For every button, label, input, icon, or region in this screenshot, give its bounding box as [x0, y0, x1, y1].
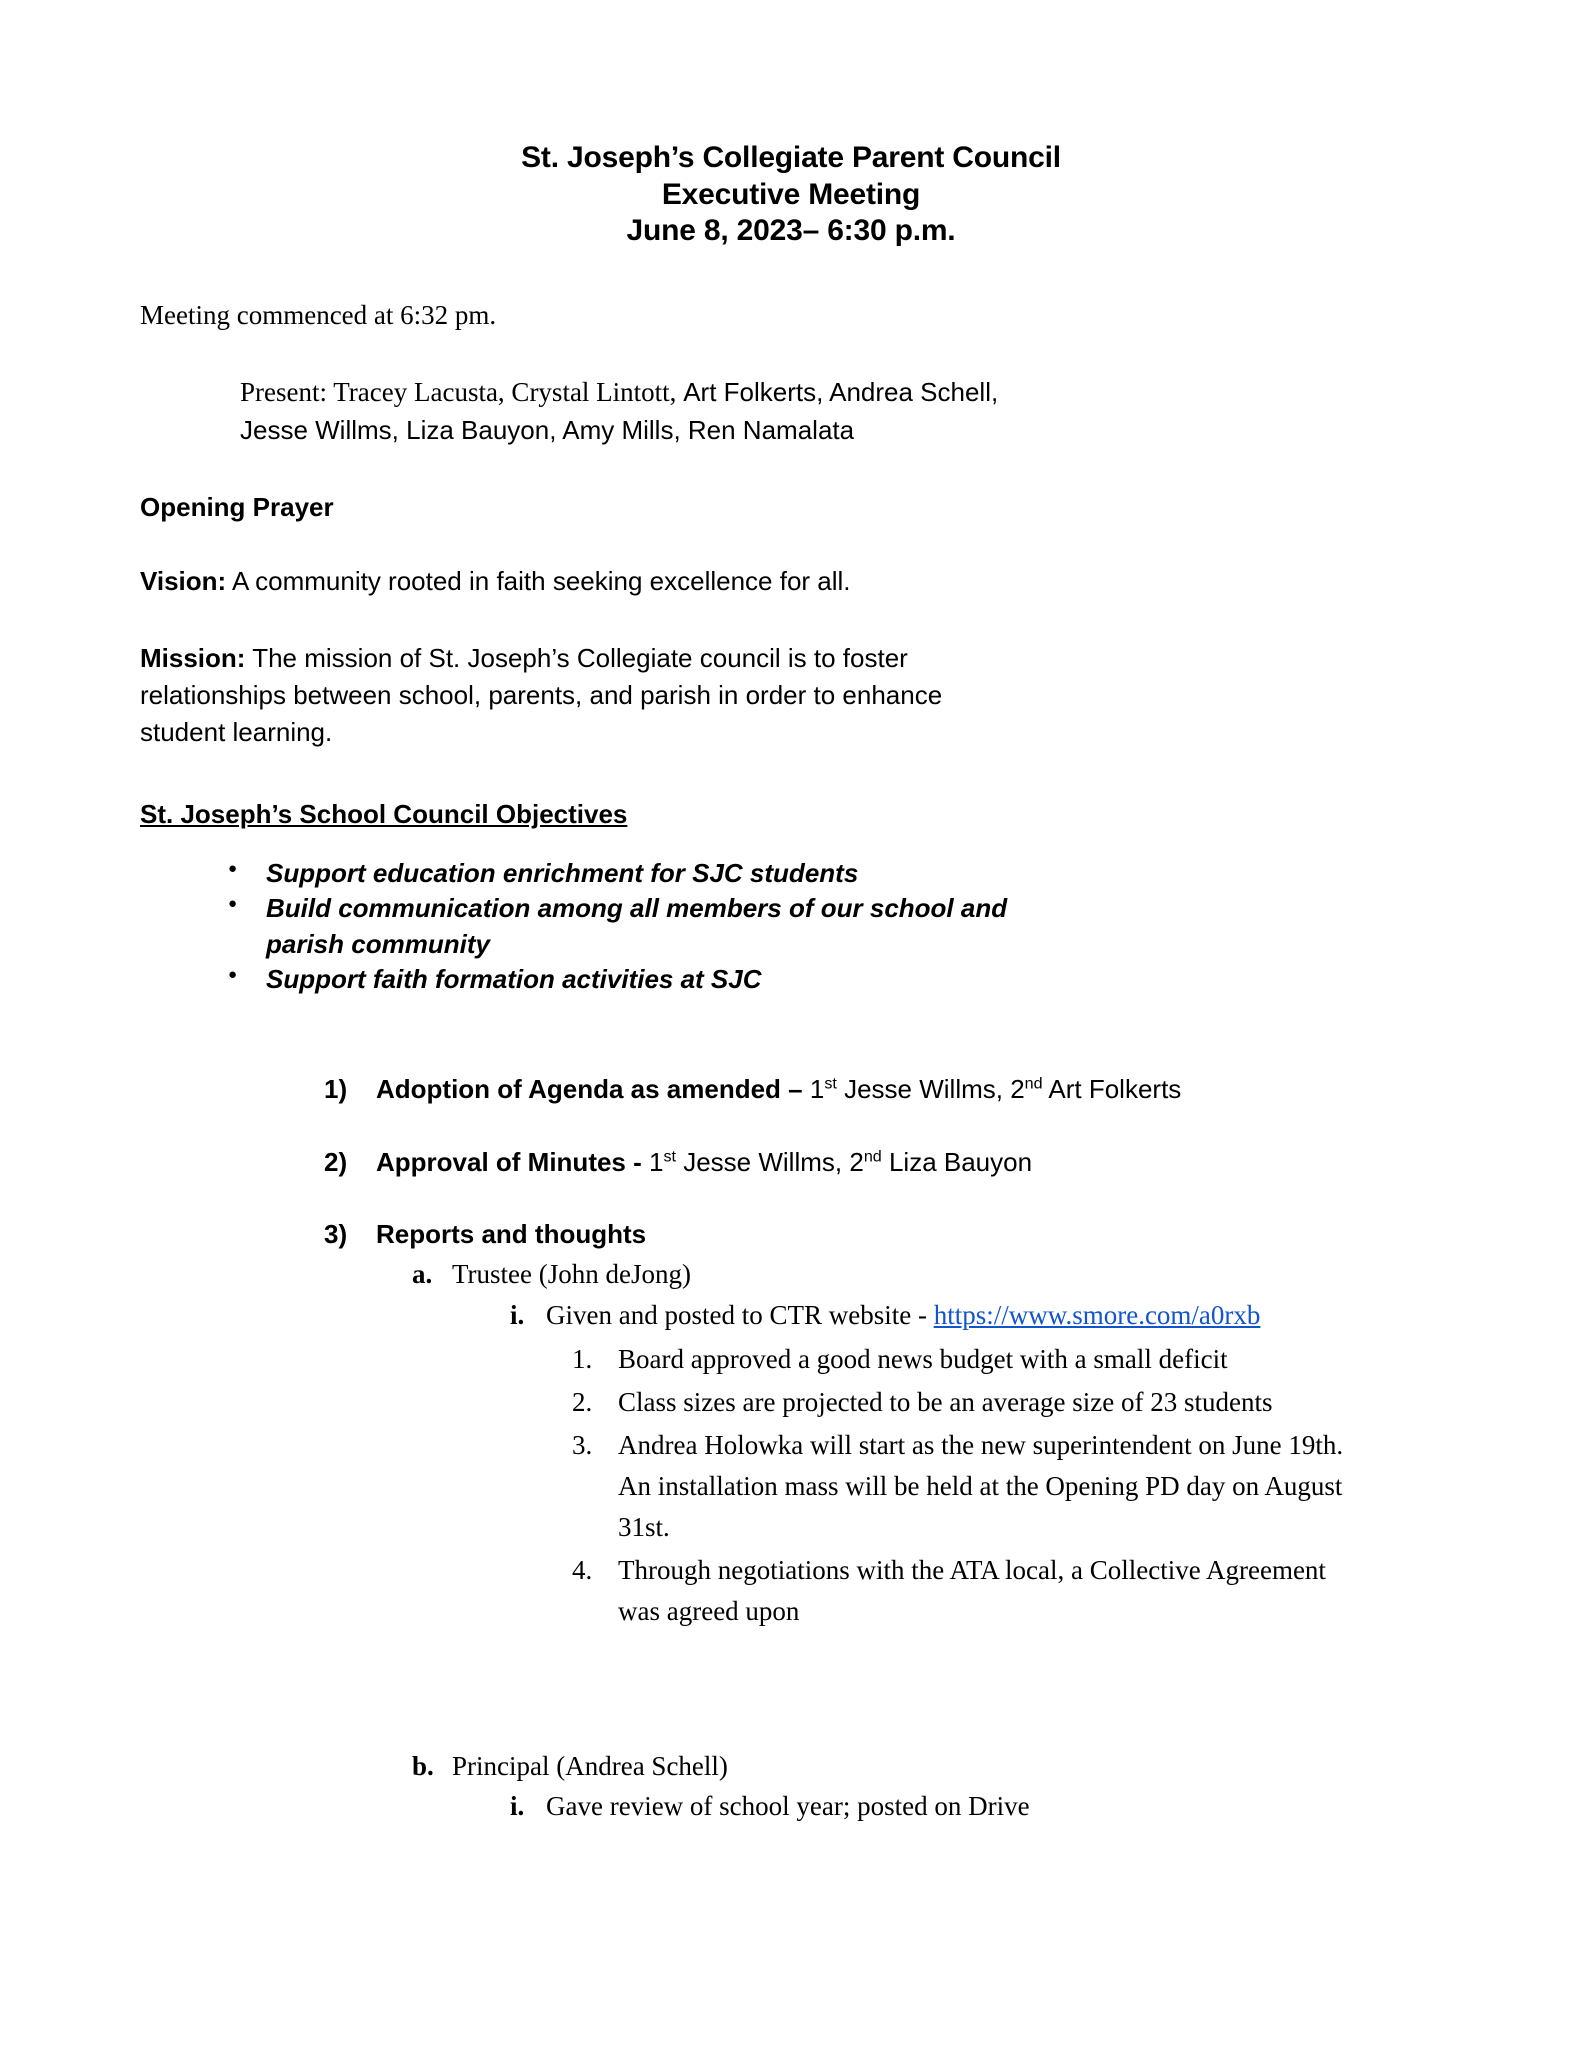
agenda-item-label: Approval of Minutes -: [376, 1146, 649, 1177]
list-item: [572, 1425, 1358, 1548]
list-item: [572, 1382, 1358, 1423]
agenda-ordinal-suffix-1: st: [663, 1147, 676, 1166]
trustee-roman-list: [452, 1297, 1442, 1632]
list-item: ● Build communication among all members of our school and parish community: [228, 891, 1036, 962]
agenda-marker: 1): [324, 1074, 348, 1105]
principal-roman-list: [452, 1788, 1442, 1824]
roman-marker: i.: [510, 1791, 525, 1822]
agenda-detail-mid: Jesse Willms, 2: [676, 1146, 864, 1177]
attendees-rest: Art Folkerts, Andrea Schell, Jesse Willms, Liza Bauyon, Amy Mills, Ren Namalata: [240, 377, 999, 446]
report-label: Principal (Andrea Schell): [452, 1751, 728, 1782]
report-marker: b.: [412, 1751, 434, 1782]
opening-prayer-heading: Opening Prayer: [140, 492, 334, 523]
point-text: Board approved a good news budget with a small deficit: [618, 1343, 1228, 1374]
mission-label: Mission:: [140, 643, 246, 674]
report-marker: a.: [412, 1259, 433, 1290]
point-marker: 2.: [572, 1386, 593, 1417]
vision-paragraph: [140, 563, 1442, 600]
report-label: Trustee (John deJong): [452, 1259, 691, 1290]
mission-text: The mission of St. Joseph’s Collegiate council is to foster relationships between school, parents, and parish in order to enhance student learning.: [140, 643, 943, 747]
agenda-marker: 2): [324, 1146, 348, 1177]
document-title: [140, 0, 1442, 250]
agenda-detail-post: Liza Bauyon: [881, 1146, 1033, 1177]
agenda-list: [140, 1071, 1442, 1824]
attendees-paragraph: [240, 373, 1000, 450]
agenda-marker: 3): [324, 1219, 348, 1250]
list-item: [572, 1550, 1358, 1632]
list-item: ● Support education enrichment for SJC students: [228, 856, 1036, 891]
mission-paragraph: [140, 640, 1010, 751]
objectives-heading: St. Joseph’s School Council Objectives: [140, 798, 628, 829]
title-line-2: Executive Meeting: [661, 177, 921, 211]
trustee-points-list: [546, 1339, 1442, 1632]
report-principal: [412, 1748, 1442, 1824]
objectives-heading-wrap: [140, 751, 1442, 830]
agenda-ordinal-suffix-1: st: [824, 1074, 837, 1093]
report-trustee: [412, 1256, 1442, 1746]
agenda-detail-mid: Jesse Willms, 2: [836, 1074, 1025, 1105]
attendees-lead: Present: Tracey Lacusta, Crystal Lintott,: [240, 377, 684, 408]
agenda-ordinal-suffix-2: nd: [863, 1147, 882, 1166]
point-text: Andrea Holowka will start as the new superintendent on June 19th. An installation mass will be held at the Opening PD day on August 31st.: [618, 1429, 1344, 1542]
list-item: ● Support faith formation activities at SJC: [228, 962, 1036, 997]
agenda-detail-pre: 1: [809, 1074, 825, 1105]
list-item: [572, 1339, 1358, 1380]
agenda-detail-pre: 1: [649, 1146, 664, 1177]
agenda-item-label: Adoption of Agenda as amended –: [376, 1074, 810, 1105]
agenda-item-2: [324, 1144, 1442, 1180]
objectives-list: [140, 856, 1442, 997]
vision-text: A community rooted in faith seeking excellence for all.: [226, 566, 851, 597]
title-line-3: June 8, 2023– 6:30 p.m.: [626, 214, 956, 248]
ctr-website-link[interactable]: https://www.smore.com/a0rxb: [933, 1299, 1261, 1330]
agenda-detail-post: Art Folkerts: [1042, 1074, 1182, 1105]
agenda-ordinal-suffix-2: nd: [1024, 1074, 1043, 1093]
point-marker: 1.: [572, 1343, 593, 1374]
section-spacer: [452, 1634, 1442, 1746]
agenda-item-label: Reports and thoughts: [376, 1219, 647, 1250]
roman-marker: i.: [510, 1299, 525, 1330]
roman-text: Given and posted to CTR website -: [546, 1299, 934, 1330]
meeting-commenced-text: Meeting commenced at 6:32 pm.: [140, 299, 497, 330]
point-marker: 4.: [572, 1554, 593, 1585]
point-marker: 3.: [572, 1429, 593, 1460]
agenda-item-1: [324, 1071, 1442, 1107]
trustee-roman-item: [510, 1297, 1442, 1632]
reports-alpha-list: [376, 1256, 1442, 1824]
title-line-1: St. Joseph’s Collegiate Parent Council: [521, 141, 1061, 174]
principal-roman-item: [510, 1788, 1442, 1824]
vision-label: Vision:: [140, 566, 227, 597]
point-text: Through negotiations with the ATA local, a Collective Agreement was agreed upon: [618, 1554, 1326, 1626]
point-text: Class sizes are projected to be an average size of 23 students: [618, 1386, 1273, 1417]
agenda-item-3: [324, 1216, 1442, 1824]
roman-text: Gave review of school year; posted on Drive: [546, 1791, 1030, 1822]
